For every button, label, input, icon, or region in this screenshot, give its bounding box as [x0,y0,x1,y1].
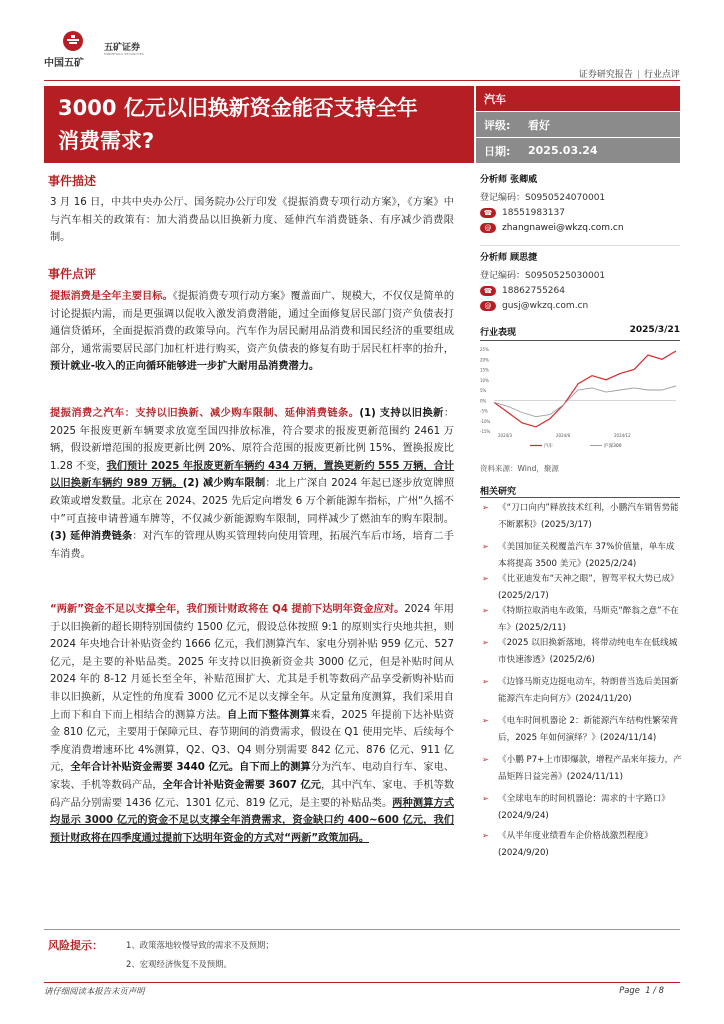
related-item-text: 《全球电车的时间机器论：需求的十字路口》(2024/9/24) [498,794,670,821]
arrow-icon: ➢ [482,574,489,583]
comment3-body3: 分为汽车、电动自行车、家电、家装、手机等数码产品， [50,762,455,791]
y-tick-label: 15% [480,367,489,373]
arrow-icon: ➢ [482,638,489,647]
risk-label: 风险提示： [48,939,103,952]
company-name-cn: 中国五矿 [44,58,84,69]
phone-icon: ☎ [480,286,496,296]
comment-paragraph-1 [50,288,454,376]
logo [44,30,154,70]
report-type [579,67,680,80]
analyst-divider [480,245,680,246]
related-item-text: 《美国加征关税覆盖汽车 37%价值量，单车成本将提高 3500 美元》(2025/2/24) [498,542,675,569]
y-tick-label: 25% [480,347,489,352]
analyst-1-email: zhangnawei@wkzq.com.cn [502,223,624,233]
comment3-lead: “两新”资金不足以支撑全年，我们预计财政将在 Q4 提前下达明年资金应对。 [50,604,405,615]
securities-name-en: MINMETALS SECURITIES [104,52,144,56]
analyst-2-phone: 18862755264 [502,286,565,296]
related-title: 相关研究 [480,487,517,497]
comment3-top-down-total: 全年合计补贴资金需要 3440 亿元。 [70,762,240,774]
analyst-1-email-line [480,223,624,233]
comment3-conclusion: 两种测算方式均显示 3000 亿元的资金不足以支撑全年消费需求，资金缺口约 400~600 亿元，我们预计财政将在四季度通过提前下达明年资金的方式对“两新”政策加码。 [50,797,455,844]
y-tick-label: -15% [480,429,491,434]
comment2-p2-label: (2) 减少购车限制 [182,478,266,490]
related-item-text: 《2025 以旧换新落地，将带动纯电车在低线城市快速渗透》(2025/2/6) [498,638,678,665]
date-label: 日期: [484,144,511,158]
arrow-icon: ➢ [482,542,489,551]
footer-disclaimer: 请仔细阅读本报告末页声明 [44,986,145,996]
risk-item-1: 1、政策落地较慢导致的需求不及预期； [126,940,274,950]
report-category: 证券研究报告 [578,70,633,80]
comment2-p3-body: ：对汽车的管理从购买管理转向使用管理，拓展汽车后市场，培育二手车消费。 [50,531,454,560]
y-tick-label: 20% [480,357,489,363]
footer-divider [44,982,680,983]
analyst-1-phone: 18551983137 [502,208,565,218]
comment2-p1-forecast: 我们预计 2025 年报废更新车辆约 434 万辆，置换更新约 555 万辆，合计以旧换新车辆约 989 万辆。 [50,460,454,490]
securities-name: 五矿证券 [104,43,141,53]
comment2-p2-body: ：北上广深自 2024 年起已逐步放宽牌照政策或增发数量。北京在 2024、2025 先后定向增发 6 万个新能源车指标，广州“久摇不中”可直接申请普通车牌等，不仅减少新能源购车限制，同样减少了燃油车的购车限制。 [50,478,455,525]
y-tick-label: -5% [480,408,488,414]
page-label: Page [619,985,640,995]
event-desc-title: 事件描述 [48,174,97,188]
phone-icon: ☎ [480,208,496,218]
related-item-text: 《比亚迪发布“天神之眼”，智驾平权大势已成》(2025/2/17) [498,574,679,601]
rating-row [476,112,680,137]
related-item-text: 《电车时间机器论 2：新能源汽车结构性繁荣背后，2025 年如何演绎？》(2024/11/14) [498,716,679,743]
related-item[interactable] [482,571,682,604]
event-comment-title: 事件点评 [48,267,97,281]
comment1-lead: 提振消费是全年主要目标。 [50,291,173,302]
analyst-2-reg: 登记编码：S0950525030001 [480,271,606,281]
comment1-tail: 预计就业-收入的正向循环能够进一步扩大耐用品消费潜力。 [50,361,320,373]
related-item[interactable] [482,635,682,668]
comment2-p1-label: (1) 支持以旧换新 [359,408,444,419]
industry-value: 汽车 [484,92,506,106]
y-tick-label: 0% [480,398,487,404]
chart-header [480,325,680,341]
arrow-icon: ➢ [482,677,489,686]
legend-label-hs300: 沪深300 [604,444,622,449]
comment-paragraph-2 [50,405,454,563]
analyst-1-phone-line [480,208,624,218]
related-item[interactable] [482,791,682,824]
related-item[interactable] [482,674,682,707]
title-banner [44,86,474,163]
y-tick-label: 5% [480,388,487,393]
analyst-2-title: 分析师 顾思捷 [480,253,538,263]
comment2-p3-label: (3) 延伸消费链条 [50,531,133,543]
related-item[interactable] [482,500,682,533]
arrow-icon: ➢ [482,831,489,840]
x-tick-label: 2024/3 [498,433,513,438]
comment-paragraph-3 [50,601,454,847]
industry-row [476,86,680,111]
related-item[interactable] [482,752,682,785]
related-item-text: 《小鹏 P7+上市即爆款，增程产品来年接力，产品矩阵日益完善》(2024/11/11) [498,755,682,782]
analyst-card-1 [480,172,624,233]
comment2-p1-body: ：2025 年报废更新车辆要求放宽至国四排放标准，符合要求的报废更新范围约 2461 万辆，假设新增范围的报废更新比例 20%、原符合范围的报废更新比例 15%、置换报废比 1.28 不变， [50,408,454,472]
related-divider [480,497,680,498]
title-line-2: 消费需求? [58,129,155,153]
comment3-top-down-label: 自上而下整体测算 [227,709,311,721]
title-line-1: 3000 亿元以旧换新资金能否支持全年 [58,96,418,120]
header-divider [44,80,680,81]
minmetals-logo-icon [62,30,84,52]
analyst-1-reg: 登记编码：S0950524070001 [480,193,606,203]
analyst-2-email: gusj@wkzq.com.cn [502,301,589,311]
arrow-icon: ➢ [482,716,489,725]
rating-value: 看好 [528,118,550,132]
analyst-card-2 [480,250,605,311]
email-icon: @ [480,223,496,233]
date-value: 2025.03.24 [528,144,598,157]
chart-date: 2025/3/21 [629,325,680,335]
x-tick-label: 2024/12 [614,433,631,438]
comment3-body1: 2024 年用于以旧换新的超长期特别国债约 1500 亿元，假设总体按照 9:1 的原则实行央地共担，则 2024 年央地合计补贴资金约 1666 亿元，我们测算汽车、家电分别补贴 959 亿元、527 亿元，是主要的补贴品类。2025 年支持以旧换新资金共 3000 亿元，但是补贴时间从 2024 年的 8-12 月延长至全年，补贴范围扩大、尤其是手机等数码产品享受新购补贴而非以旧换新，从定性的角度看 3000 亿元不足以支撑全年。从定量角度测算，我们采用自上而下和自下而上相结合的测算方法。 [50,604,454,721]
rating-label: 评级: [484,118,511,132]
arrow-icon: ➢ [482,794,489,803]
rating-box [476,86,680,163]
chart-title: 行业表现 [480,328,517,338]
series-line-hs300 [494,386,676,417]
comment1-body: 《提振消费专项行动方案》覆盖面广、规模大，不仅仅是简单的讨论提振内需，而是更强调以促收入激发消费潜能，通过全面修复居民部门资产负债表打通信贷循环，全面提振消费的政策导向。汽车作为居民耐用品消费和国民经济的重要组成部分，通常需要居民部门加杠杆进行购买，资产负债表的修复有助于居民杠杆率的抬升， [50,291,455,355]
risk-item-2: 2、宏观经济恢复不及预期。 [126,959,232,969]
related-item-text: 《“刀口向内”释放技术红利，小鹏汽车销售势能不断累积》(2025/3/17) [498,503,679,530]
risk-divider [44,929,680,930]
page-value: 1 / 8 [645,985,664,995]
related-item[interactable] [482,713,682,746]
comment3-body4: ，其中汽车、家电、手机等数码产品分别需要 1436 亿元、1301 亿元、819 亿元，是主要的补贴品类。 [50,779,455,809]
analyst-2-phone-line [480,286,605,296]
analyst-1-title: 分析师 张卿威 [480,175,538,185]
report-subcategory: 行业点评 [643,70,680,80]
analyst-2-email-line [480,301,605,311]
related-item-text: 《特斯拉取消电车政策，马斯克“醉翁之意”不在车》(2025/2/11) [498,606,679,633]
x-tick-label: 2024/8 [556,433,571,438]
email-icon: @ [480,301,496,311]
date-row [476,138,680,163]
arrow-icon: ➢ [482,606,489,615]
separator: | [636,70,640,80]
related-item-text: 《从半年度业绩看车企价格战激烈程度》(2024/9/20) [498,831,653,858]
related-item[interactable] [482,828,682,861]
chart-source: 资料来源：Wind，聚源 [480,464,559,473]
y-tick-label: 10% [480,377,489,383]
page-number [619,985,664,995]
comment3-bottom-up-label: 自下而上的测算 [239,762,311,774]
y-tick-label: -10% [480,418,491,424]
comment2-lead: 提振消费之汽车：支持以旧换新、减少购车限制、延伸消费链条。 [50,408,360,419]
arrow-icon: ➢ [482,755,489,764]
chart-svg [480,341,680,453]
event-desc-text: 3 月 16 日，中共中央办公厅、国务院办公厅印发《提振消费专项行动方案》，《方案》中与汽车相关的政策有：加大消费品以旧换新力度、延伸汽车消费链条、有序减少消费限制。 [50,197,454,244]
arrow-icon: ➢ [482,503,489,512]
related-item-text: 《边锋马斯克边挺电动车，特朗普当选后美国新能源汽车走向何方》(2024/11/20) [498,677,679,704]
legend-label-auto: 汽车 [544,444,553,449]
related-item[interactable] [482,603,682,636]
comment3-body2: 来看，2025 年提前下达补贴资金 810 亿元，主要用于保障元旦、春节期间的消费需求，假设在 Q1 使用完毕、后续每个季度消费增速环比 4%测算，Q2、Q3、Q4 则分别需要 842 亿元、876 亿元、911 亿元， [50,709,455,774]
comment3-bottom-up-total: 全年合计补贴资金需要 3607 亿元 [162,779,321,791]
industry-performance-chart [480,325,680,449]
related-item[interactable] [482,539,682,572]
